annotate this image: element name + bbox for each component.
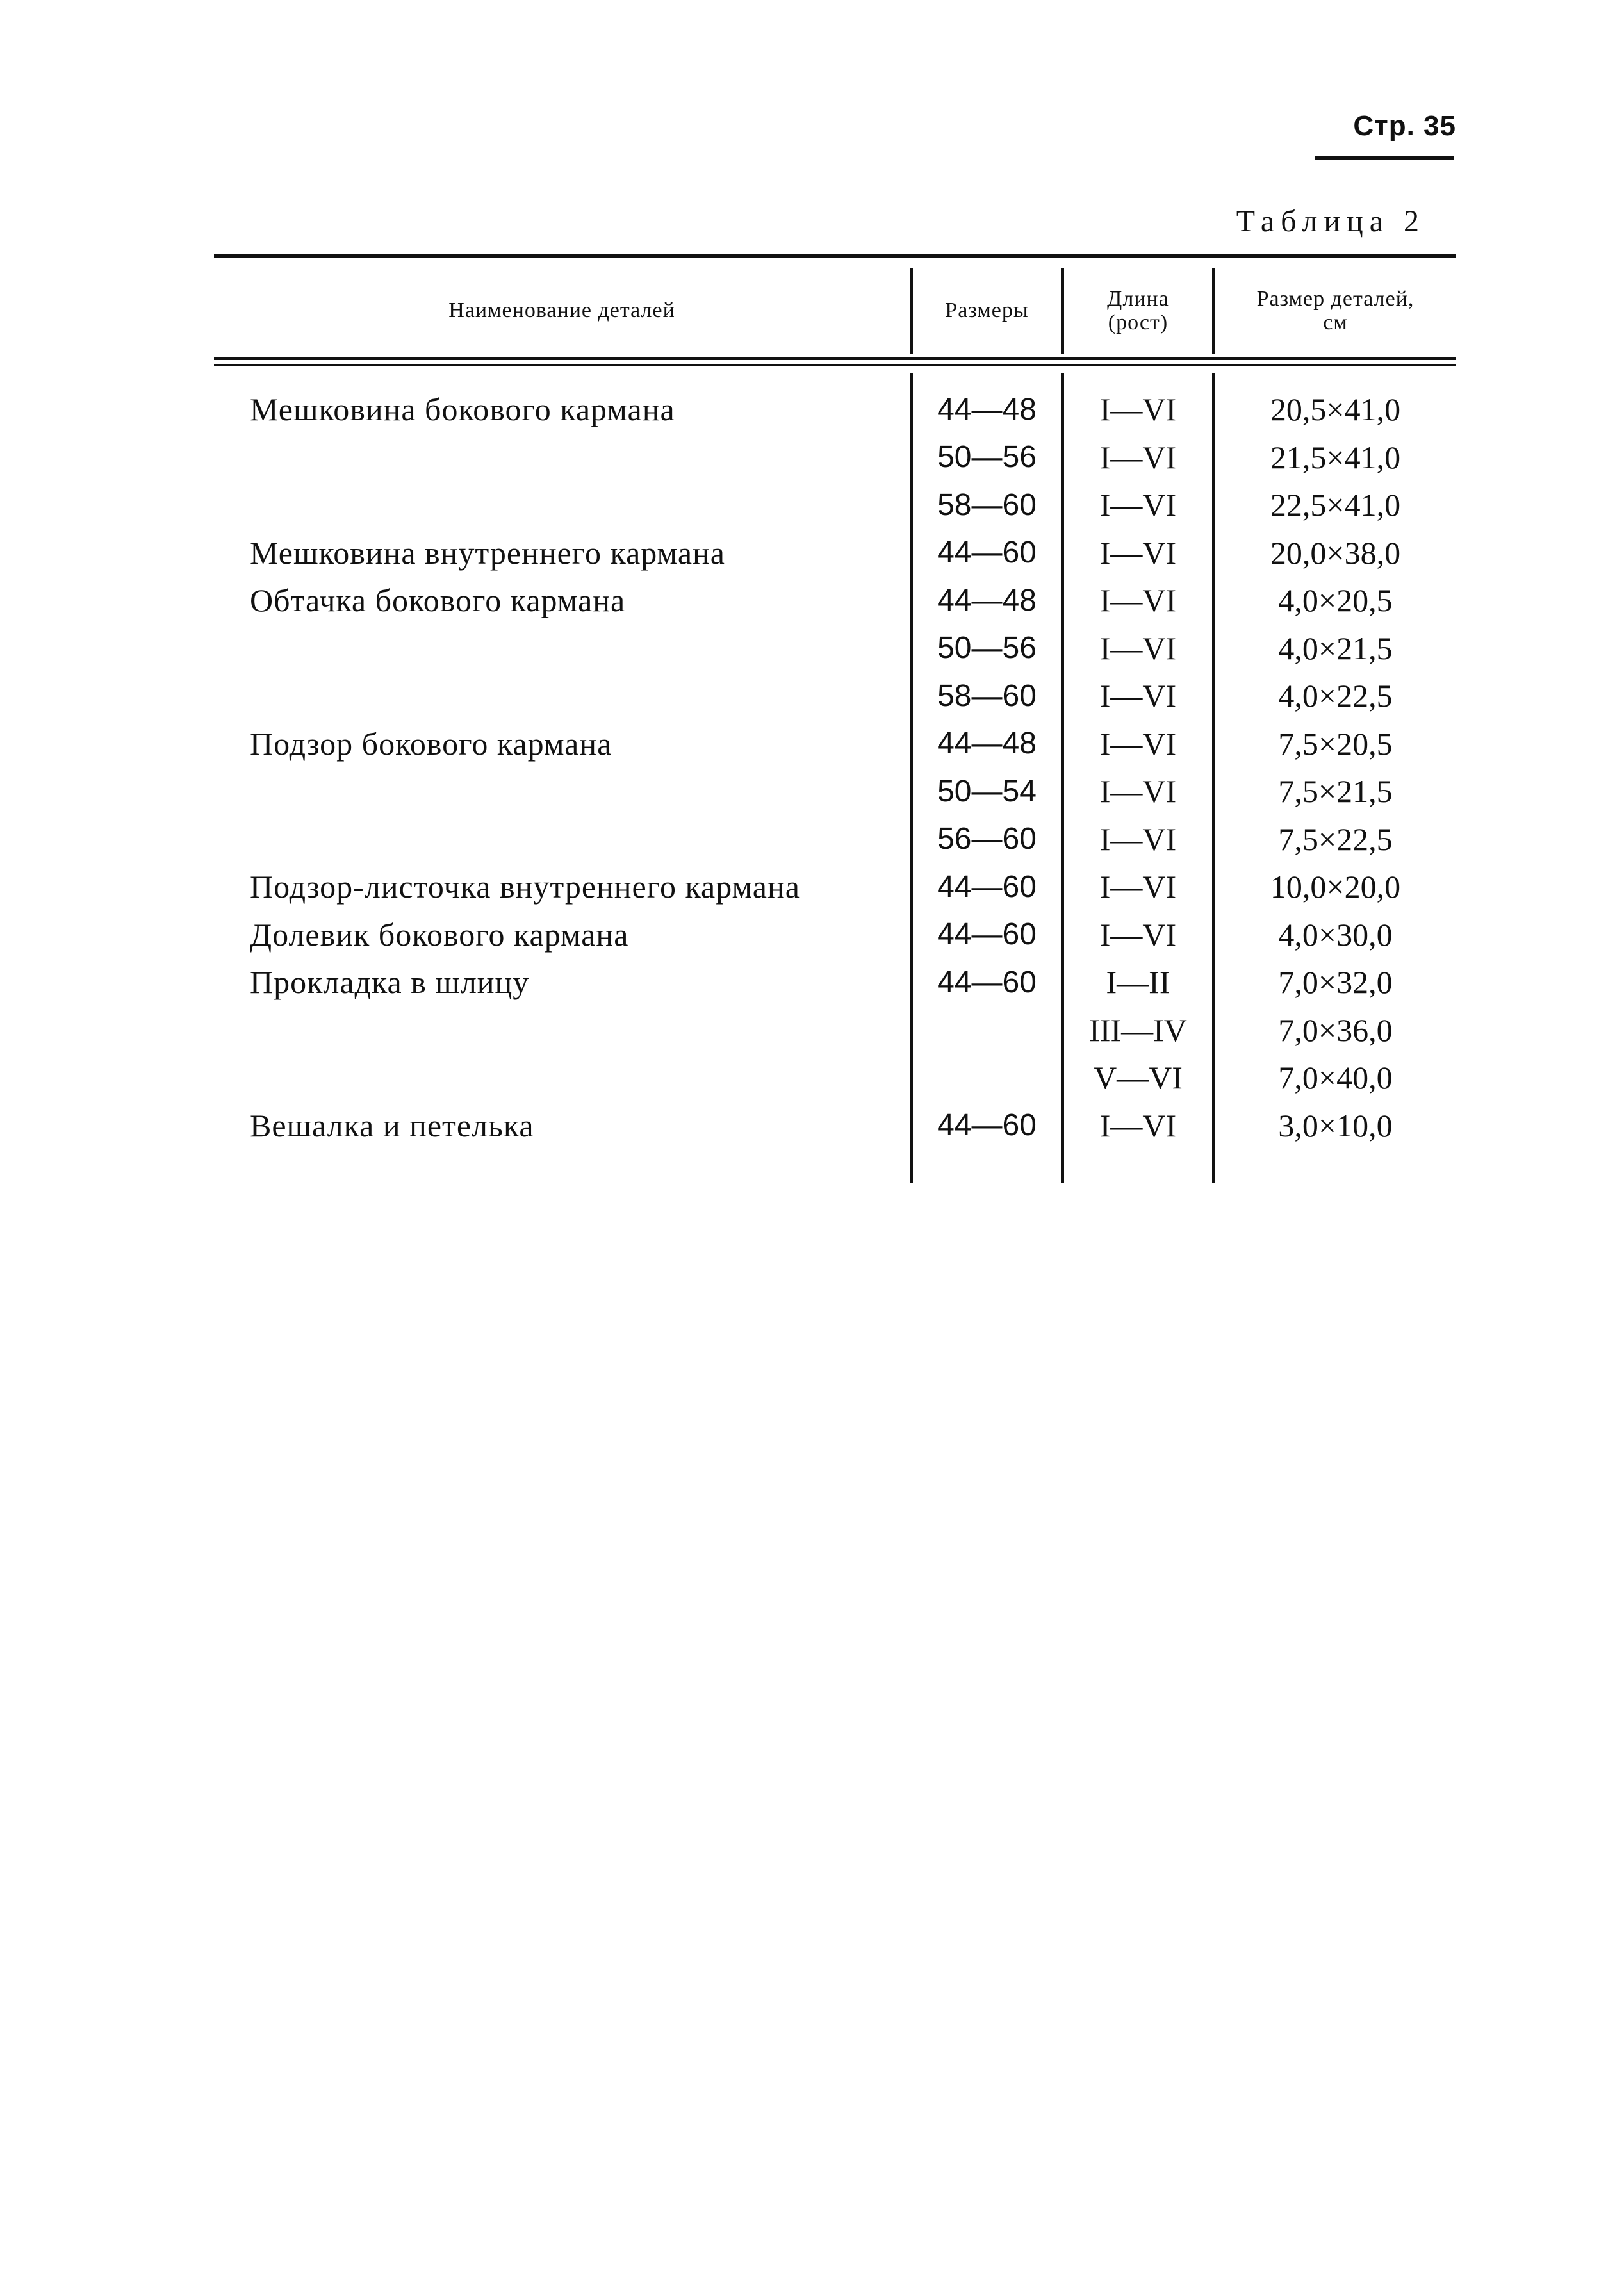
cell-dims: 10,0×20,0	[1270, 869, 1401, 905]
cell-name	[214, 1054, 910, 1101]
cell-sizes: 44—60	[937, 869, 1037, 904]
cell-length: I—VI	[1099, 1107, 1177, 1144]
cell-name	[214, 672, 910, 719]
cell-dims: 20,5×41,0	[1270, 391, 1401, 427]
cell-name	[214, 1006, 910, 1054]
cell-sizes: 44—48	[937, 392, 1037, 427]
cell-length: I—VI	[1099, 678, 1177, 714]
cell-length: I—VI	[1099, 391, 1177, 427]
cell-length: I—II	[1106, 964, 1170, 1000]
cell-sizes: 44—60	[937, 1108, 1037, 1142]
cell-name	[214, 434, 910, 481]
cell-dims: 4,0×22,5	[1278, 678, 1393, 714]
cell-sizes: 50—56	[937, 631, 1037, 665]
cell-sizes	[913, 1054, 1061, 1101]
header-name: Наименование деталей	[448, 299, 675, 323]
header-length-line1: Длина	[1107, 286, 1169, 311]
cell-dims: 4,0×21,5	[1278, 630, 1393, 666]
cell-name: Прокладка в шлицу	[250, 964, 530, 1000]
header-dims	[1212, 268, 1456, 354]
column-sizes	[910, 373, 1061, 1183]
cell-name: Долевик бокового кармана	[250, 916, 629, 953]
cell-name	[214, 816, 910, 863]
cell-dims: 7,5×22,5	[1278, 821, 1393, 857]
page-number: Стр. 35	[1353, 110, 1456, 142]
table-body	[214, 373, 1456, 1183]
cell-length: III—IV	[1089, 1012, 1187, 1048]
cell-dims: 20,0×38,0	[1270, 534, 1401, 571]
cell-dims: 21,5×41,0	[1270, 439, 1401, 475]
cell-length: I—VI	[1099, 582, 1177, 618]
cell-length: I—VI	[1099, 821, 1177, 857]
cell-name	[214, 625, 910, 672]
cell-sizes: 44—60	[937, 536, 1037, 570]
cell-sizes: 44—60	[937, 917, 1037, 951]
cell-sizes: 50—56	[937, 440, 1037, 474]
cell-dims: 7,5×21,5	[1278, 773, 1393, 809]
cell-name: Подзор бокового кармана	[250, 725, 612, 762]
cell-sizes: 44—60	[937, 965, 1037, 999]
cell-length: I—VI	[1099, 773, 1177, 809]
cell-sizes	[913, 1006, 1061, 1054]
column-length	[1061, 373, 1212, 1183]
header-dims-line1: Размер деталей,	[1256, 286, 1415, 311]
cell-dims: 3,0×10,0	[1278, 1107, 1393, 1144]
cell-name: Вешалка и петелька	[250, 1107, 534, 1144]
cell-dims: 7,0×40,0	[1278, 1060, 1393, 1095]
cell-name	[214, 767, 910, 815]
cell-length: I—VI	[1099, 487, 1177, 523]
cell-sizes: 44—48	[937, 583, 1037, 618]
header-length	[1061, 268, 1212, 354]
header-double-rule	[214, 357, 1456, 366]
cell-dims: 7,5×20,5	[1278, 725, 1393, 762]
header-sizes: Размеры	[910, 268, 1061, 354]
cell-name: Мешковина бокового кармана	[250, 391, 675, 427]
cell-sizes: 44—48	[937, 726, 1037, 760]
cell-length: I—VI	[1099, 869, 1177, 905]
cell-name: Мешковина внутреннего кармана	[250, 534, 725, 571]
cell-length: I—VI	[1099, 534, 1177, 571]
cell-sizes: 58—60	[937, 488, 1037, 522]
cell-length: I—VI	[1099, 630, 1177, 666]
table-caption: Таблица 2	[1236, 204, 1425, 238]
cell-sizes: 56—60	[937, 822, 1037, 856]
cell-name	[214, 481, 910, 529]
cell-length: I—VI	[1099, 439, 1177, 475]
page-number-underline	[1315, 156, 1454, 160]
cell-name: Подзор-листочка внутреннего кармана	[250, 869, 800, 905]
cell-sizes: 58—60	[937, 678, 1037, 713]
cell-dims: 4,0×30,0	[1278, 916, 1393, 953]
parts-table	[214, 254, 1456, 1183]
cell-dims: 7,0×36,0	[1278, 1012, 1393, 1048]
header-dims-line2: см	[1323, 311, 1348, 334]
column-dims	[1212, 373, 1456, 1183]
table-header	[214, 258, 1456, 354]
cell-dims: 4,0×20,5	[1278, 582, 1393, 618]
cell-length: V—VI	[1094, 1060, 1183, 1095]
column-name	[214, 373, 910, 1183]
cell-dims: 7,0×32,0	[1278, 964, 1393, 1000]
cell-length: I—VI	[1099, 725, 1177, 762]
cell-sizes: 50—54	[937, 774, 1037, 808]
cell-dims: 22,5×41,0	[1270, 487, 1401, 523]
cell-length: I—VI	[1099, 916, 1177, 953]
cell-name: Обтачка бокового кармана	[250, 582, 626, 618]
header-length-line2: (рост)	[1108, 311, 1169, 334]
